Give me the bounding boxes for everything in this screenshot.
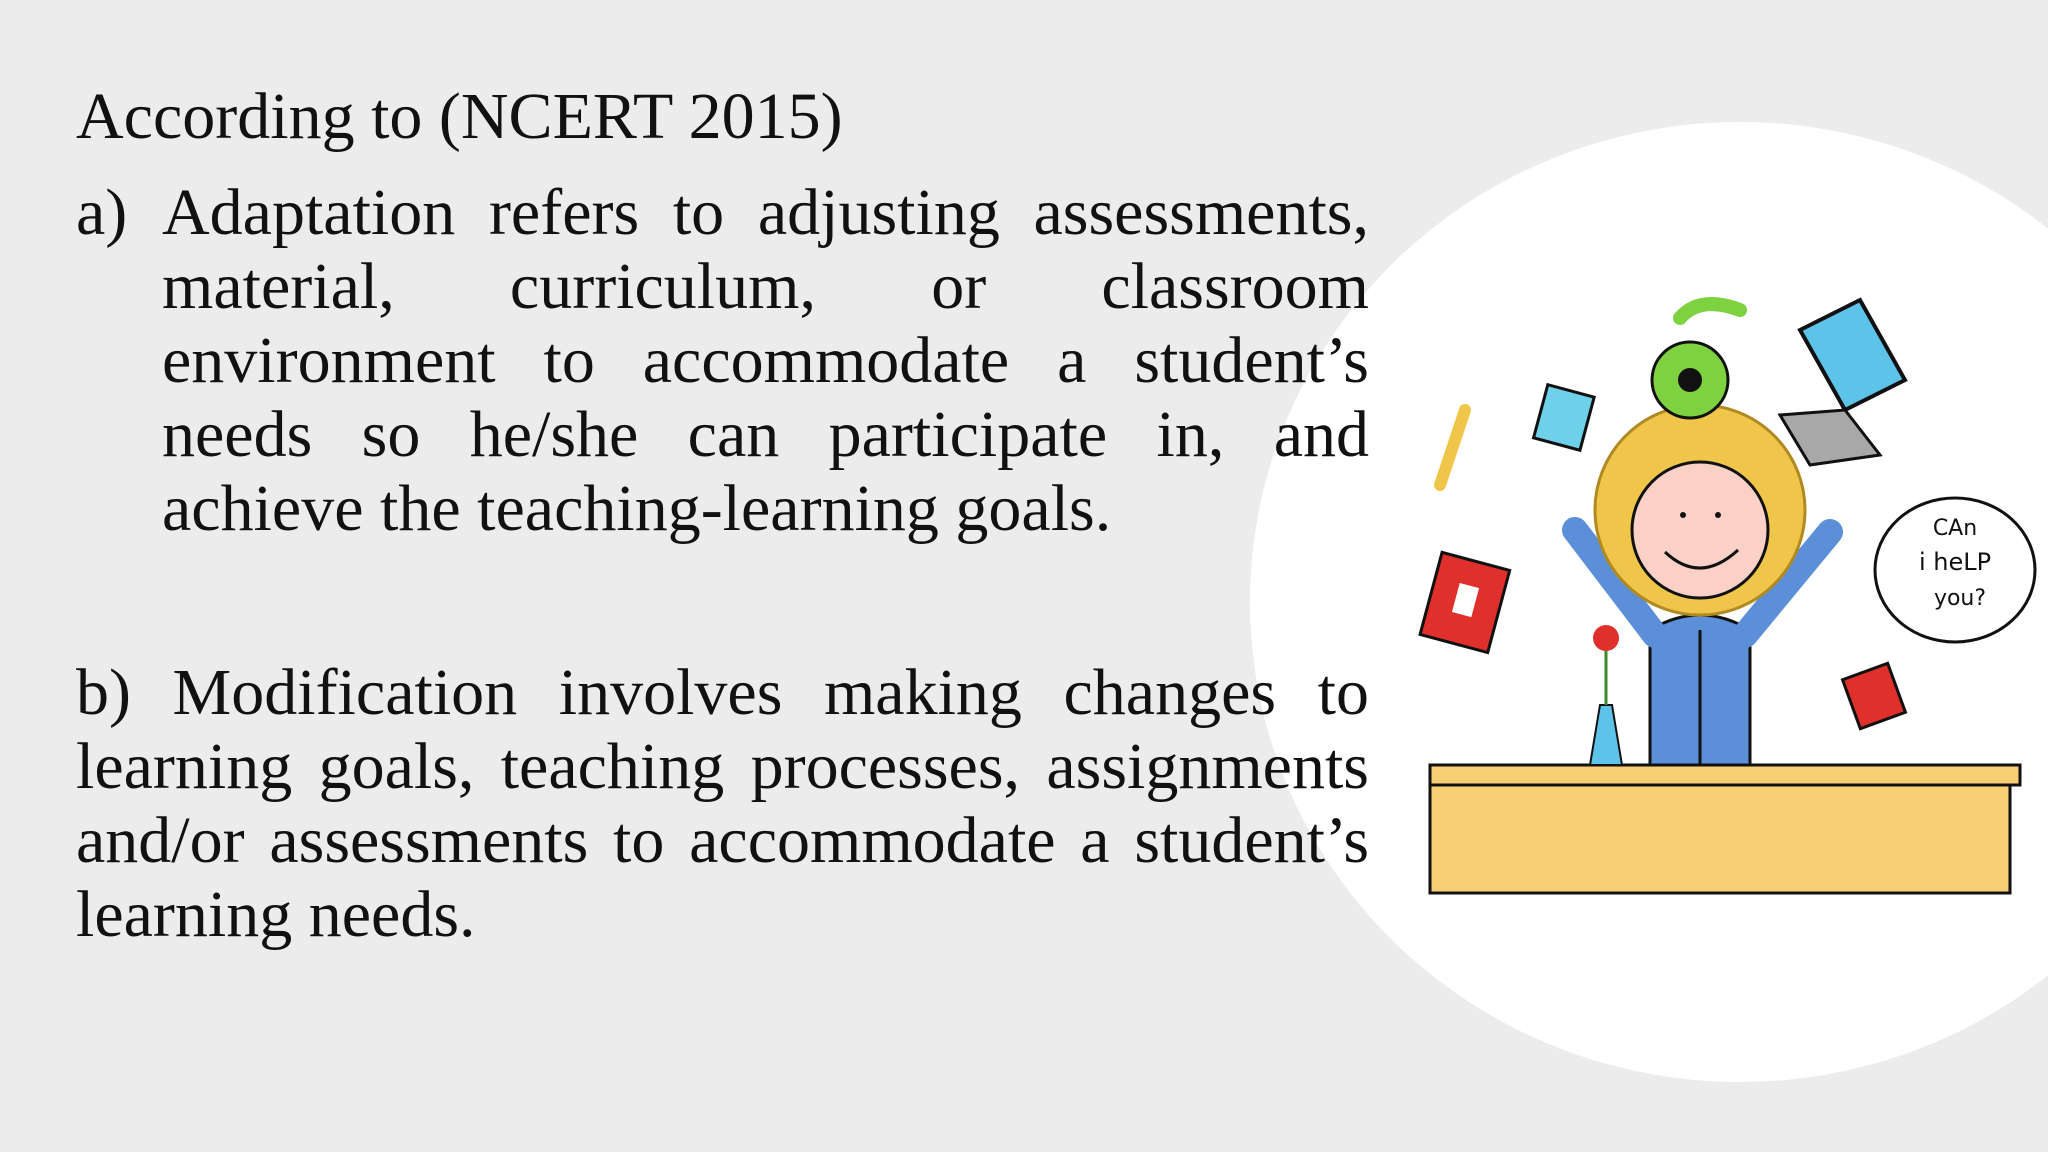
- flower-vase-icon: [1590, 625, 1622, 765]
- list-item-adaptation: [76, 176, 1369, 546]
- desk: [1430, 765, 2020, 893]
- speech-line-3: you?: [1933, 586, 1987, 611]
- speech-bubble: [1875, 498, 2035, 642]
- speech-line-1: CAn: [1932, 516, 1978, 541]
- item-marker-a: a): [76, 176, 128, 249]
- pencil-icon: [1440, 410, 1465, 485]
- speech-line-2: i heLP: [1918, 548, 1992, 576]
- modification-definition: b) Modification involves making changes to learning goals, teaching processes, assignments and/or assessments to accommodate a student’s learning needs.: [76, 656, 1369, 951]
- mug-icon: [1843, 663, 1906, 728]
- slide-text: [76, 80, 1369, 952]
- phone-icon: [1652, 304, 1740, 418]
- laptop-icon: [1780, 300, 1905, 465]
- book-icon: [1420, 552, 1510, 652]
- teacher-illustration: [1400, 270, 2040, 910]
- adaptation-definition: Adaptation refers to adjusting assessments, material, curriculum, or classroom environment to accommodate a student’s needs so he/she can participate in, and achieve the teaching-learning goals.: [162, 176, 1369, 545]
- slide-heading: According to (NCERT 2015): [76, 80, 843, 153]
- note-icon: [1534, 385, 1595, 451]
